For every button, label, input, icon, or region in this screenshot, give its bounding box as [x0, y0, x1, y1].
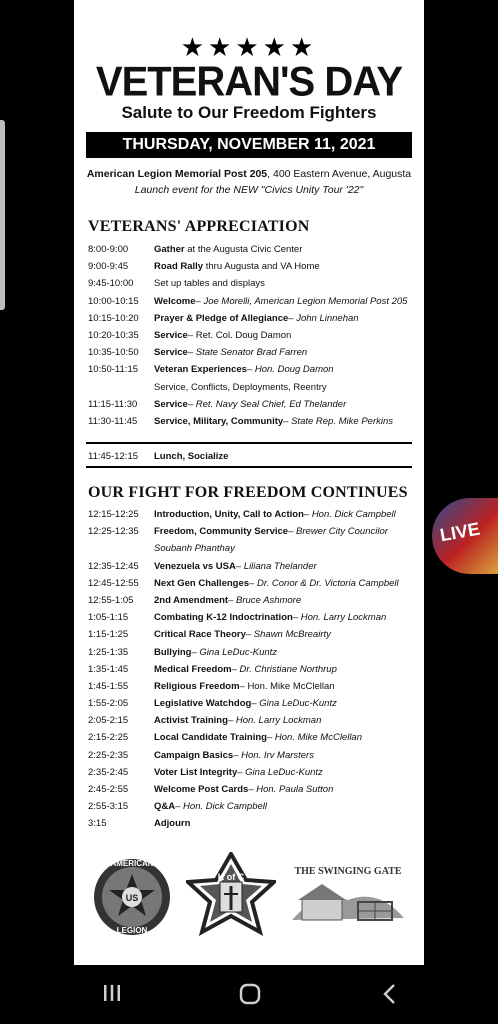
schedule-detail: – Hon. Mike McClellan [239, 680, 335, 692]
schedule-time: 10:15-10:20 [88, 312, 139, 324]
schedule-desc [154, 575, 412, 592]
schedule-topic: Veteran Experiences [154, 364, 247, 376]
schedule-detail: Set up tables and displays [154, 278, 265, 290]
schedule-speaker: – Dr. Christiane Northrup [231, 663, 337, 675]
schedule-time: 1:25-1:35 [88, 646, 129, 658]
schedule-speaker: – Hon. Dick Campbell [175, 801, 267, 813]
schedule-time: 8:00-9:00 [88, 244, 129, 255]
schedule-time [88, 540, 154, 557]
schedule-topic: Freedom, Community Service [154, 526, 289, 538]
schedule-speaker: – Liliana Thelander [235, 560, 317, 572]
schedule-speaker: – Gina LeDuc-Kuntz [251, 698, 337, 710]
schedule-speaker: – John Linnehan [288, 312, 359, 324]
schedule-desc [154, 747, 412, 764]
schedule-speaker: – State Senator Brad Farren [187, 347, 308, 359]
schedule-desc [154, 241, 412, 258]
schedule-row [88, 523, 412, 540]
launch-note: Launch event for the NEW "Civics Unity Tour '22" [134, 184, 364, 196]
schedule-row [88, 310, 412, 327]
schedule-topic: Activist Training [154, 715, 228, 727]
schedule-desc [154, 361, 412, 378]
schedule-row [88, 712, 412, 729]
knights-of-columbus-logo [186, 852, 276, 944]
schedule-speaker: – Ret. Navy Seal Chief, Ed Thelander [187, 398, 347, 410]
schedule-desc [154, 815, 412, 832]
event-date: THURSDAY, NOVEMBER 11, 2021 [86, 132, 412, 158]
schedule-speaker: – State Rep. Mike Perkins [283, 415, 393, 427]
schedule-speaker: – Brewer City Councilor [288, 526, 388, 538]
schedule-row [88, 506, 412, 523]
legion-bottom-text: LEGION [116, 926, 148, 935]
sponsor-logos [74, 850, 424, 945]
android-nav-bar [0, 965, 498, 1024]
schedule-topic: Gather [154, 244, 185, 255]
schedule-row [88, 764, 412, 781]
schedule-row [88, 396, 412, 413]
schedule-row [88, 644, 412, 661]
schedule-topic: Service [154, 347, 188, 359]
schedule-time: 2:05-2:15 [88, 715, 129, 727]
flyer-title: VETERAN'S DAY [95, 58, 403, 106]
floating-live-badge[interactable] [432, 498, 498, 574]
schedule-topic: Service [154, 329, 188, 341]
schedule-desc [154, 712, 412, 729]
schedule-row [88, 258, 412, 275]
schedule-topic: Service [154, 398, 188, 410]
schedule-topic: Prayer & Pledge of Allegiance [154, 312, 289, 324]
schedule-speaker: – Hon. Doug Damon [246, 364, 334, 376]
venue-address: , 400 Eastern Avenue, Augusta [267, 168, 412, 180]
schedule-row [88, 815, 412, 832]
section-title-freedom: OUR FIGHT FOR FREEDOM CONTINUES [88, 484, 408, 501]
schedule-topic: Campaign Basics [154, 749, 234, 761]
schedule-desc [154, 275, 412, 292]
schedule-row [88, 241, 412, 258]
divider [86, 466, 412, 468]
lunch-time: 11:45-12:15 [88, 451, 139, 462]
schedule-speaker: – Joe Morelli, American Legion Memorial Post 205 [195, 295, 408, 307]
schedule-desc [154, 540, 412, 557]
schedule-row [88, 558, 412, 575]
schedule-appreciation [88, 241, 412, 430]
schedule-row [88, 413, 412, 430]
legion-center-text: US [125, 893, 139, 903]
schedule-time: 12:25-12:35 [88, 526, 139, 538]
schedule-row [88, 661, 412, 678]
venue-name: American Legion Memorial Post 205 [86, 168, 268, 180]
schedule-desc [154, 644, 412, 661]
schedule-time: 9:00-9:45 [88, 261, 129, 273]
schedule-speaker: – Shawn McBreairty [245, 629, 331, 641]
schedule-topic: Adjourn [154, 818, 191, 830]
schedule-time: 2:25-2:35 [88, 749, 129, 761]
live-badge-text: LIVE [438, 518, 482, 546]
schedule-speaker: – Gina LeDuc-Kuntz [191, 646, 278, 658]
lunch-label: Lunch, Socialize [154, 451, 229, 462]
schedule-desc [154, 695, 412, 712]
schedule-row [88, 592, 412, 609]
schedule-time: 9:45-10:00 [88, 278, 134, 290]
schedule-time: 3:15 [88, 818, 107, 830]
schedule-time: 1:15-1:25 [88, 629, 129, 641]
schedule-desc [154, 396, 412, 413]
schedule-detail: – Ret. Col. Doug Damon [187, 329, 292, 341]
lunch-row [88, 448, 412, 465]
schedule-time: 10:50-11:15 [88, 364, 139, 376]
schedule-desc [154, 592, 412, 609]
schedule-desc [154, 379, 412, 396]
schedule-time: 12:45-12:55 [88, 577, 139, 589]
schedule-desc [154, 798, 412, 815]
schedule-detail: Service, Conflicts, Deployments, Reentry [154, 381, 327, 393]
schedule-speaker: – Hon. Mike McClellan [266, 732, 363, 744]
schedule-desc [154, 781, 412, 798]
schedule-row [88, 747, 412, 764]
schedule-row [88, 678, 412, 695]
kofc-text: K of C [217, 872, 245, 882]
schedule-desc [154, 626, 412, 643]
home-icon[interactable] [239, 983, 261, 1005]
schedule-row [88, 275, 412, 292]
schedule-time: 12:55-1:05 [88, 594, 134, 606]
schedule-time: 2:55-3:15 [88, 801, 129, 813]
edge-panel-handle[interactable] [0, 120, 5, 310]
schedule-row [88, 344, 412, 361]
schedule-desc [154, 413, 412, 430]
schedule-topic: Medical Freedom [154, 663, 232, 675]
back-icon[interactable] [382, 983, 398, 1005]
american-legion-logo [92, 850, 172, 945]
schedule-topic: Voter List Integrity [154, 766, 238, 778]
schedule-time: 10:35-10:50 [88, 347, 139, 359]
schedule-time: 10:20-10:35 [88, 329, 139, 341]
stars-decoration: ★★★★★ [180, 32, 318, 62]
schedule-desc [154, 523, 412, 540]
schedule-topic: 2nd Amendment [154, 594, 229, 606]
schedule-desc [154, 764, 412, 781]
schedule-time: 2:35-2:45 [88, 766, 129, 778]
gate-text: THE SWINGING GATE [294, 866, 402, 877]
schedule-topic: Bullying [154, 646, 192, 658]
schedule-speaker: – Hon. Irv Marsters [233, 749, 314, 761]
schedule-speaker: – Hon. Dick Campbell [303, 509, 396, 520]
schedule-topic: Welcome Post Cards [154, 784, 249, 795]
schedule-row [88, 379, 412, 396]
schedule-topic: Legislative Watchdog [154, 698, 252, 710]
schedule-topic: Next Gen Challenges [154, 577, 250, 589]
schedule-row [88, 729, 412, 746]
schedule-time: 1:45-1:55 [88, 680, 129, 692]
schedule-desc [154, 293, 412, 310]
schedule-speaker: – Hon. Larry Lockman [227, 715, 322, 727]
legion-top-text: AMERICAN [110, 859, 154, 868]
flyer-subtitle: Salute to Our Freedom Fighters [121, 103, 377, 122]
schedule-time: 1:05-1:15 [88, 612, 129, 624]
schedule-speaker: – Gina LeDuc-Kuntz [237, 766, 323, 778]
schedule-topic: Religious Freedom [154, 680, 240, 692]
section-title-appreciation: VETERANS' APPRECIATION [88, 218, 310, 235]
schedule-time [88, 379, 154, 396]
schedule-speaker: – Hon. Larry Lockman [292, 612, 387, 624]
schedule-time: 1:55-2:05 [88, 698, 129, 710]
schedule-speaker: Soubanh Phanthay [154, 543, 235, 555]
schedule-desc [154, 661, 412, 678]
schedule-desc [154, 729, 412, 746]
recents-icon[interactable] [102, 983, 122, 1003]
schedule-time: 2:45-2:55 [88, 784, 129, 795]
schedule-time: 12:15-12:25 [88, 509, 139, 520]
schedule-time: 2:15-2:25 [88, 732, 129, 744]
schedule-row [88, 361, 412, 378]
venue-line [74, 168, 424, 180]
schedule-topic: Road Rally [154, 261, 204, 273]
schedule-topic: Combating K-12 Indoctrination [154, 612, 293, 624]
schedule-time: 10:00-10:15 [88, 295, 139, 307]
schedule-desc [154, 327, 412, 344]
schedule-desc [154, 609, 412, 626]
schedule-row [88, 575, 412, 592]
schedule-row [88, 695, 412, 712]
schedule-time: 11:15-11:30 [88, 398, 138, 410]
schedule-speaker: – Dr. Conor & Dr. Victoria Campbell [249, 577, 399, 589]
schedule-speaker: – Hon. Paula Sutton [248, 784, 334, 795]
schedule-speaker: – Bruce Ashmore [228, 594, 302, 606]
schedule-desc [154, 678, 412, 695]
schedule-time: 1:35-1:45 [88, 663, 129, 675]
schedule-desc [154, 310, 412, 327]
schedule-desc [154, 258, 412, 275]
schedule-topic: Venezuela vs USA [154, 560, 236, 572]
schedule-row [88, 540, 412, 557]
schedule-topic: Critical Race Theory [154, 629, 246, 641]
divider [86, 442, 412, 444]
schedule-detail: at the Augusta Civic Center [184, 244, 303, 255]
schedule-topic: Service, Military, Community [154, 415, 284, 427]
schedule-topic: Q&A [154, 801, 176, 813]
schedule-freedom [88, 506, 412, 833]
schedule-desc [154, 506, 412, 523]
schedule-desc [154, 558, 412, 575]
schedule-topic: Welcome [154, 295, 196, 307]
schedule-row [88, 327, 412, 344]
schedule-row [88, 609, 412, 626]
schedule-topic: Local Candidate Training [154, 732, 267, 744]
schedule-topic: Introduction, Unity, Call to Action [154, 509, 304, 520]
flyer-image [74, 0, 424, 965]
schedule-time: 11:30-11:45 [88, 415, 138, 427]
schedule-row [88, 781, 412, 798]
schedule-row [88, 798, 412, 815]
swinging-gate-logo [288, 860, 408, 930]
schedule-row [88, 293, 412, 310]
schedule-detail: thru Augusta and VA Home [203, 261, 320, 273]
schedule-time: 12:35-12:45 [88, 560, 139, 572]
schedule-desc [154, 344, 412, 361]
schedule-row [88, 626, 412, 643]
